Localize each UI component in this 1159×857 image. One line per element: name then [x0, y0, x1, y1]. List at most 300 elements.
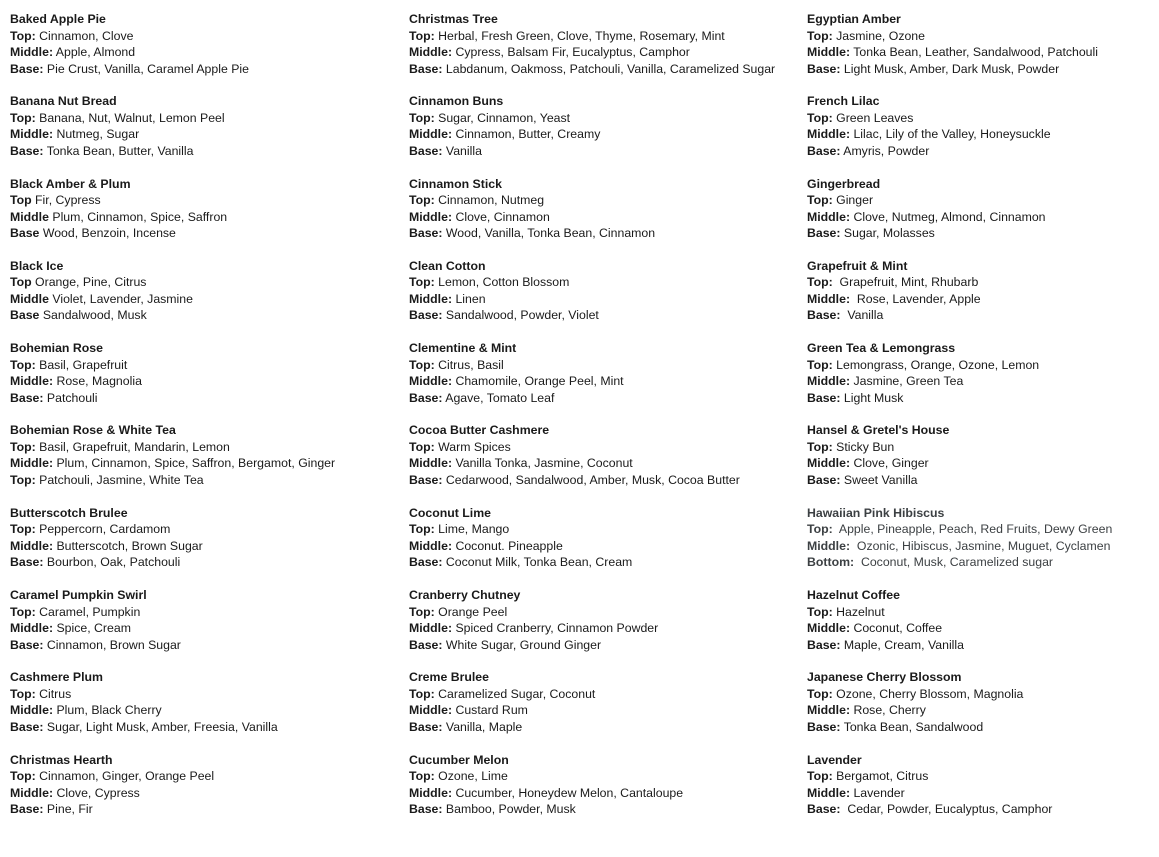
note-line	[10, 209, 390, 226]
note-label: Middle:	[10, 456, 54, 471]
note-values: Cinnamon, Butter, Creamy	[452, 127, 601, 142]
note-label: Top:	[807, 193, 833, 208]
note-label: Middle:	[409, 621, 453, 636]
scent-entry	[409, 176, 794, 242]
note-values: Nutmeg, Sugar	[53, 127, 140, 142]
scent-name: Butterscotch Brulee	[10, 505, 128, 520]
note-values: Sugar, Molasses	[840, 226, 935, 241]
note-line	[409, 192, 794, 209]
note-line	[409, 143, 794, 160]
note-line	[10, 521, 390, 538]
note-label: Base:	[807, 390, 841, 405]
note-label: Top:	[409, 110, 435, 125]
note-label: Base:	[10, 555, 44, 570]
note-line	[10, 801, 390, 818]
note-values: Vanilla, Maple	[442, 719, 523, 734]
scent-entry	[10, 752, 390, 818]
note-values: Lavender	[850, 785, 905, 800]
scent-entry	[10, 258, 390, 324]
note-values: Sandalwood, Powder, Violet	[442, 308, 599, 323]
note-values: Tonka Bean, Leather, Sandalwood, Patchouli	[850, 45, 1098, 59]
note-label: Middle:	[10, 127, 54, 142]
note-values: Lilac, Lily of the Valley, Honeysuckle	[850, 127, 1051, 142]
note-values: Coconut, Coffee	[850, 621, 943, 636]
note-values: Clove, Nutmeg, Almond, Cinnamon	[850, 209, 1046, 224]
note-line	[807, 604, 1152, 621]
scent-entry	[409, 587, 794, 653]
scent-name: Creme Brulee	[409, 670, 489, 685]
note-values: Coconut. Pineapple	[452, 538, 563, 553]
note-values: Cinnamon, Clove	[35, 28, 134, 43]
note-line	[409, 785, 794, 802]
note-values: Herbal, Fresh Green, Clove, Thyme, Rosemary, Mint	[434, 28, 725, 43]
note-values: Caramelized Sugar, Coconut	[434, 686, 596, 701]
note-label: Top:	[10, 522, 36, 537]
note-label: Top:	[807, 604, 833, 619]
scent-name: Clean Cotton	[409, 258, 486, 273]
note-line	[10, 604, 390, 621]
scent-entry	[10, 176, 390, 242]
note-line	[10, 225, 390, 242]
note-line	[409, 390, 794, 407]
note-values: Sweet Vanilla	[840, 472, 918, 487]
note-values: Bergamot, Citrus	[832, 769, 929, 784]
scent-entry	[10, 587, 390, 653]
scent-entry	[409, 422, 794, 488]
note-values: Vanilla	[840, 308, 884, 323]
scent-column-2	[409, 11, 794, 834]
note-label: Middle:	[409, 456, 453, 471]
note-values: Light Musk, Amber, Dark Musk, Powder	[840, 61, 1060, 76]
scent-column-1	[10, 11, 390, 834]
note-label: Middle:	[409, 785, 453, 800]
note-line	[10, 768, 390, 785]
note-values: Cinnamon, Ginger, Orange Peel	[35, 769, 215, 784]
note-line	[409, 604, 794, 621]
note-label: Base	[10, 308, 40, 323]
note-values: Ginger	[832, 193, 874, 208]
note-line	[10, 472, 390, 489]
note-line	[10, 538, 390, 555]
note-label: Middle:	[10, 703, 54, 718]
scent-name: Lavender	[807, 752, 862, 767]
scent-entry	[409, 11, 794, 77]
note-label: Middle:	[409, 703, 453, 718]
note-line	[807, 472, 1152, 489]
note-line	[10, 439, 390, 456]
scent-entry	[807, 752, 1152, 818]
note-values: Violet, Lavender, Jasmine	[48, 291, 193, 306]
note-label: Top:	[807, 28, 833, 43]
note-line	[409, 209, 794, 226]
note-values: Warm Spices	[434, 439, 511, 454]
note-values: Labdanum, Oakmoss, Patchouli, Vanilla, Caramelized Sugar	[442, 61, 776, 76]
note-label: Base:	[10, 390, 44, 405]
note-line	[807, 702, 1152, 719]
note-line	[10, 61, 390, 78]
note-values: Patchouli, Jasmine, White Tea	[35, 472, 204, 487]
note-label: Middle:	[10, 538, 54, 553]
scent-name: Baked Apple Pie	[10, 12, 106, 26]
note-label: Base:	[10, 719, 44, 734]
note-values: Bourbon, Oak, Patchouli	[43, 555, 181, 570]
note-values: Orange Peel	[434, 604, 508, 619]
note-label: Base:	[409, 472, 443, 487]
note-line	[409, 554, 794, 571]
note-values: Coconut, Musk, Caramelized sugar	[854, 555, 1054, 570]
note-line	[409, 274, 794, 291]
note-values: Rose, Cherry	[850, 703, 926, 718]
note-values: Ozone, Cherry Blossom, Magnolia	[832, 686, 1024, 701]
scent-name: Grapefruit & Mint	[807, 258, 908, 273]
scent-name: Hawaiian Pink Hibiscus	[807, 505, 945, 520]
note-label: Base	[10, 226, 40, 241]
note-line	[10, 44, 390, 61]
note-values: Coconut Milk, Tonka Bean, Cream	[442, 555, 633, 570]
scent-entry	[10, 669, 390, 735]
note-line	[10, 702, 390, 719]
scent-entry	[409, 258, 794, 324]
note-line	[807, 192, 1152, 209]
note-label: Middle:	[10, 621, 54, 636]
note-label: Middle:	[807, 621, 851, 636]
note-values: Spiced Cranberry, Cinnamon Powder	[452, 621, 659, 636]
note-values: Basil, Grapefruit	[35, 357, 128, 372]
note-line	[409, 373, 794, 390]
note-label: Middle:	[409, 45, 453, 59]
note-values: Rose, Magnolia	[53, 374, 142, 389]
note-line	[409, 44, 794, 61]
note-line	[807, 439, 1152, 456]
note-label: Top:	[10, 439, 36, 454]
note-label: Top:	[409, 275, 435, 290]
note-line	[807, 686, 1152, 703]
note-values: Citrus, Basil	[434, 357, 504, 372]
scent-entry	[409, 752, 794, 818]
note-values: Peppercorn, Cardamom	[35, 522, 171, 537]
note-line	[10, 390, 390, 407]
scent-entry	[807, 340, 1152, 406]
note-line	[807, 110, 1152, 127]
scent-entry	[807, 505, 1152, 571]
note-line	[807, 291, 1152, 308]
scent-name: Cranberry Chutney	[409, 588, 521, 603]
note-values: Sandalwood, Musk	[39, 308, 147, 323]
scent-name: Christmas Hearth	[10, 752, 113, 767]
note-values: Vanilla	[442, 143, 482, 158]
note-values: Rose, Lavender, Apple	[850, 291, 981, 306]
note-label: Middle:	[807, 374, 851, 389]
note-line	[409, 455, 794, 472]
scent-name: Bohemian Rose & White Tea	[10, 423, 176, 438]
note-label: Base:	[409, 802, 443, 817]
note-line	[10, 686, 390, 703]
scent-name: Bohemian Rose	[10, 341, 103, 356]
scent-name: Coconut Lime	[409, 505, 491, 520]
note-label: Top	[10, 193, 32, 208]
note-line	[807, 801, 1152, 818]
note-label: Top:	[807, 769, 833, 784]
note-label: Middle:	[807, 703, 851, 718]
note-label: Middle:	[807, 538, 851, 553]
note-label: Base:	[10, 143, 44, 158]
note-label: Base:	[409, 637, 443, 652]
scent-name: Black Amber & Plum	[10, 176, 131, 191]
note-label: Middle:	[10, 45, 54, 59]
note-line	[10, 455, 390, 472]
scent-column-3	[807, 11, 1152, 834]
note-values: Ozone, Lime	[434, 769, 508, 784]
scent-entry	[807, 422, 1152, 488]
note-line	[409, 126, 794, 143]
scent-name: Hansel & Gretel's House	[807, 423, 950, 438]
note-line	[807, 61, 1152, 78]
scent-name: Cinnamon Stick	[409, 176, 502, 191]
note-label: Middle:	[409, 127, 453, 142]
note-label: Top:	[409, 193, 435, 208]
scent-name: Egyptian Amber	[807, 12, 901, 26]
note-values: Lime, Mango	[434, 522, 510, 537]
scent-name: Caramel Pumpkin Swirl	[10, 588, 147, 603]
note-line	[10, 143, 390, 160]
note-line	[409, 538, 794, 555]
note-line	[807, 143, 1152, 160]
note-values: Cedarwood, Sandalwood, Amber, Musk, Cocoa Butter	[442, 472, 740, 487]
note-label: Base:	[409, 555, 443, 570]
note-line	[807, 126, 1152, 143]
note-label: Top:	[10, 357, 36, 372]
note-line	[409, 620, 794, 637]
note-label: Middle:	[409, 291, 453, 306]
note-line	[10, 110, 390, 127]
note-values: Spice, Cream	[53, 621, 131, 636]
note-line	[807, 209, 1152, 226]
note-label: Top:	[409, 769, 435, 784]
note-label: Top:	[409, 604, 435, 619]
note-values: Citrus	[35, 686, 72, 701]
note-values: White Sugar, Ground Ginger	[442, 637, 602, 652]
note-values: Custard Rum	[452, 703, 528, 718]
note-values: Cypress, Balsam Fir, Eucalyptus, Camphor	[452, 45, 690, 59]
note-values: Pine, Fir	[43, 802, 93, 817]
note-label: Middle:	[409, 374, 453, 389]
note-label: Base:	[807, 719, 841, 734]
note-label: Base:	[409, 143, 443, 158]
note-label: Base:	[807, 637, 841, 652]
note-label: Top:	[10, 110, 36, 125]
note-line	[807, 637, 1152, 654]
note-line	[409, 225, 794, 242]
scent-name: Cashmere Plum	[10, 670, 103, 685]
note-values: Agave, Tomato Leaf	[442, 390, 555, 405]
note-label: Base:	[409, 390, 443, 405]
note-label: Base:	[409, 308, 443, 323]
note-label: Top:	[409, 522, 435, 537]
note-line	[10, 126, 390, 143]
scent-entry	[10, 93, 390, 159]
note-line	[10, 637, 390, 654]
note-line	[409, 472, 794, 489]
note-values: Lemon, Cotton Blossom	[434, 275, 570, 290]
note-label: Top:	[10, 472, 36, 487]
note-line	[807, 785, 1152, 802]
note-line	[807, 538, 1152, 555]
note-values: Linen	[452, 291, 486, 306]
note-values: Green Leaves	[832, 110, 914, 125]
scent-entry	[10, 422, 390, 488]
scent-entry	[807, 669, 1152, 735]
note-values: Patchouli	[43, 390, 98, 405]
scent-entry	[409, 505, 794, 571]
note-label: Top:	[409, 28, 435, 43]
note-line	[10, 28, 390, 45]
scent-entry	[807, 11, 1152, 77]
scent-name: Gingerbread	[807, 176, 881, 191]
note-values: Apple, Almond	[53, 45, 136, 59]
note-label: Top:	[807, 686, 833, 701]
note-line	[409, 357, 794, 374]
scent-name: Hazelnut Coffee	[807, 588, 900, 603]
note-line	[10, 785, 390, 802]
note-label: Top:	[807, 357, 833, 372]
note-line	[10, 357, 390, 374]
note-line	[409, 521, 794, 538]
scent-entry	[409, 340, 794, 406]
note-line	[10, 192, 390, 209]
note-label: Top:	[409, 439, 435, 454]
note-line	[10, 719, 390, 736]
note-line	[409, 768, 794, 785]
scent-name: Christmas Tree	[409, 12, 498, 26]
scent-name: Cinnamon Buns	[409, 94, 504, 109]
scent-name: Japanese Cherry Blossom	[807, 670, 962, 685]
note-values: Orange, Pine, Citrus	[31, 275, 147, 290]
note-values: Hazelnut	[832, 604, 885, 619]
note-label: Top	[10, 275, 32, 290]
note-label: Base:	[807, 308, 841, 323]
note-values: Sticky Bun	[832, 439, 895, 454]
scent-name: Banana Nut Bread	[10, 94, 117, 109]
note-line	[10, 274, 390, 291]
note-label: Top:	[807, 275, 833, 290]
note-label: Middle:	[807, 209, 851, 224]
scent-entry	[10, 340, 390, 406]
note-values: Plum, Cinnamon, Spice, Saffron	[48, 209, 228, 224]
note-line	[807, 307, 1152, 324]
note-label: Base:	[409, 226, 443, 241]
note-values: Bamboo, Powder, Musk	[442, 802, 576, 817]
note-line	[409, 801, 794, 818]
note-line	[409, 702, 794, 719]
scent-entry	[807, 176, 1152, 242]
scent-name: Cocoa Butter Cashmere	[409, 423, 550, 438]
scent-entry	[807, 587, 1152, 653]
note-line	[807, 225, 1152, 242]
note-values: Pie Crust, Vanilla, Caramel Apple Pie	[43, 61, 249, 76]
note-label: Middle:	[807, 456, 851, 471]
note-line	[807, 390, 1152, 407]
note-values: Amyris, Powder	[840, 143, 930, 158]
note-values: Basil, Grapefruit, Mandarin, Lemon	[35, 439, 230, 454]
note-line	[807, 44, 1152, 61]
note-label: Base:	[807, 61, 841, 76]
scent-entry	[807, 258, 1152, 324]
note-values: Apple, Pineapple, Peach, Red Fruits, Dewy Green	[832, 522, 1113, 537]
note-line	[807, 554, 1152, 571]
note-line	[807, 28, 1152, 45]
note-label: Top:	[409, 686, 435, 701]
scent-entry	[10, 11, 390, 77]
note-label: Base:	[807, 472, 841, 487]
note-label: Base:	[10, 61, 44, 76]
note-line	[409, 719, 794, 736]
note-values: Grapefruit, Mint, Rhubarb	[832, 275, 979, 290]
note-label: Middle:	[10, 374, 54, 389]
note-label: Top:	[10, 28, 36, 43]
note-line	[409, 637, 794, 654]
note-label: Middle:	[807, 127, 851, 142]
note-label: Middle	[10, 291, 49, 306]
note-values: Clove, Cinnamon	[452, 209, 550, 224]
note-line	[409, 686, 794, 703]
note-values: Plum, Cinnamon, Spice, Saffron, Bergamot, Ginger	[53, 456, 336, 471]
note-values: Sugar, Cinnamon, Yeast	[434, 110, 571, 125]
note-line	[807, 521, 1152, 538]
note-line	[409, 307, 794, 324]
note-values: Maple, Cream, Vanilla	[840, 637, 964, 652]
note-label: Middle:	[409, 209, 453, 224]
note-values: Cinnamon, Brown Sugar	[43, 637, 181, 652]
note-values: Banana, Nut, Walnut, Lemon Peel	[35, 110, 225, 125]
note-label: Middle:	[807, 291, 851, 306]
scent-name: Black Ice	[10, 258, 64, 273]
note-line	[409, 28, 794, 45]
note-label: Middle:	[807, 785, 851, 800]
note-label: Middle:	[409, 538, 453, 553]
note-values: Jasmine, Ozone	[832, 28, 925, 43]
scent-name: French Lilac	[807, 94, 880, 109]
scent-entry	[409, 669, 794, 735]
note-line	[409, 439, 794, 456]
note-label: Base:	[409, 61, 443, 76]
note-line	[807, 373, 1152, 390]
note-values: Fir, Cypress	[31, 193, 101, 208]
note-values: Tonka Bean, Butter, Vanilla	[43, 143, 194, 158]
note-line	[807, 455, 1152, 472]
note-label: Base:	[807, 143, 841, 158]
note-values: Chamomile, Orange Peel, Mint	[452, 374, 624, 389]
note-values: Sugar, Light Musk, Amber, Freesia, Vanilla	[43, 719, 278, 734]
note-values: Wood, Benzoin, Incense	[39, 226, 176, 241]
note-values: Butterscotch, Brown Sugar	[53, 538, 203, 553]
note-label: Base:	[807, 802, 841, 817]
note-line	[10, 620, 390, 637]
note-label: Middle	[10, 209, 49, 224]
note-line	[807, 274, 1152, 291]
note-line	[409, 61, 794, 78]
note-label: Middle:	[10, 785, 54, 800]
note-label: Top:	[807, 110, 833, 125]
note-values: Light Musk	[840, 390, 904, 405]
scent-name: Cucumber Melon	[409, 752, 509, 767]
note-label: Top:	[807, 439, 833, 454]
note-label: Base:	[409, 719, 443, 734]
note-values: Cucumber, Honeydew Melon, Cantaloupe	[452, 785, 684, 800]
note-line	[10, 307, 390, 324]
note-values: Cedar, Powder, Eucalyptus, Camphor	[840, 802, 1053, 817]
note-label: Base:	[10, 802, 44, 817]
note-line	[807, 719, 1152, 736]
